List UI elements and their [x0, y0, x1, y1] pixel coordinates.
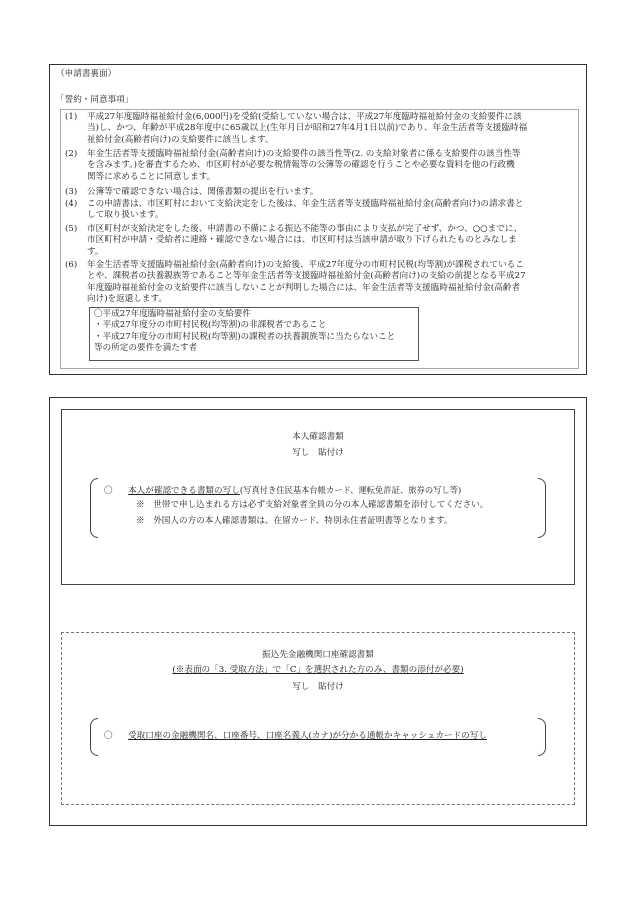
item-line: す。 [87, 246, 104, 257]
item-line: 祉給付金(高齢者向け)の支給要件に該当します。 [87, 134, 274, 145]
item-number: (6) [65, 260, 78, 270]
form-back-header: （申請書裏面） [56, 69, 117, 79]
requirement-heading: 〇平成27年度臨時福祉給付金の支給要件 [94, 309, 252, 319]
id-docs-main-line [104, 485, 461, 497]
requirement-line: ・平成27年度分の市町村民税(均等割)の課税者の扶養親族等に当たらないこと [94, 331, 396, 342]
item-line: を含みます。)を審査するため、市区町村が必要な税情報等の公簿等の確認を行うことや必要な資料を他の行政機 [87, 160, 515, 171]
item-line: して取り扱います。 [87, 210, 164, 221]
bullet: 〇 [104, 731, 113, 741]
item-number: (1) [65, 112, 78, 122]
item-number: (4) [65, 199, 78, 209]
item-line: 年金生活者等支援臨時福祉給付金(高齢者向け)の支給要件の該当性等(2. の支給対象者に係る支給要件の該当性等 [87, 149, 521, 159]
id-document-paste-area [61, 409, 575, 585]
right-bracket [538, 478, 546, 538]
right-bracket [538, 718, 546, 756]
item-line: 公簿等で確認できない場合は、関係書類の提出を行います。 [87, 187, 319, 197]
id-docs-examples: (写真付き住民基本台帳カード、運転免許証、旅券の写し等) [239, 485, 462, 495]
item-number: (3) [65, 187, 78, 197]
bullet: 〇 [104, 486, 113, 496]
item-line: 年金生活者等支援臨時福祉給付金(高齢者向け)の支給後、平成27年度分の市町村民税(均等割)が課税されているこ [87, 260, 524, 270]
bank-docs-title: 振込先金融機関口座確認書類 [262, 650, 374, 660]
id-docs-title: 本人確認書類 [292, 432, 344, 442]
requirements-box [89, 307, 419, 361]
item-line: 市区町村が支給決定をした後、申請書の不備による振込不能等の事由により支払が完了せず、かつ、○○までに、 [87, 224, 523, 234]
pledge-list [60, 109, 579, 369]
item-line: 関等に求めることに同意します。 [87, 171, 216, 182]
bank-document-paste-area [61, 632, 575, 805]
item-number: (2) [65, 149, 78, 159]
item-line: とや、課税者の扶養親族等であること等年金生活者等支援臨時福祉給付金(高齢者向け)の支給の前提となる平成27 [87, 271, 526, 282]
bank-docs-subtitle: 写し 貼付け [292, 682, 344, 692]
attachments-section [49, 397, 587, 826]
item-line: この申請書は、市区町村において支給決定をした後は、年金生活者等支援臨時福祉給付金(高齢者向け)の請求書と [87, 199, 524, 209]
bank-docs-main: 受取口座の金融機関名、口座番号、口座名義人(カナ)が分かる通帳かキャッシュカードの写し [128, 731, 487, 741]
item-line: 向け)を返還します。 [87, 294, 168, 305]
item-line: 当)し、かつ、年齢が平成28年度中に65歳以上(生年月日が昭和27年4月1日以前)であり、年金生活者等支援臨時福 [87, 123, 528, 134]
requirement-line: 等の所定の要件を満たす者 [94, 343, 198, 354]
requirement-line: ・平成27年度分の市町村民税(均等割)の非課税者であること [94, 320, 327, 331]
id-docs-note-1: ※ 世帯で申し込まれる方は必ず支給対象者全員の分の本人確認書類を添付してください。 [136, 500, 489, 510]
pledge-consent-section [49, 64, 587, 375]
item-line: 市区町村が申請・受給者に連絡・確認できない場合には、市区町村は当該申請が取り下げられたものとみなしま [87, 235, 517, 246]
left-bracket [90, 718, 98, 756]
left-bracket [90, 478, 98, 538]
bank-docs-condition: (※表面の「3. 受取方法」で「C」を選択された方のみ、書類の添付が必要) [172, 665, 464, 675]
id-docs-subtitle: 写し 貼付け [292, 448, 344, 458]
id-docs-note-2: ※ 外国人の方の本人確認書類は、在留カード、特別永住者証明書等となります。 [136, 516, 453, 526]
id-docs-main: 本人が確認できる書類の写し [128, 486, 240, 496]
bank-docs-main-line [104, 731, 487, 742]
pledge-title: 「誓約・同意事項」 [56, 95, 134, 105]
item-line: 平成27年度臨時福祉給付金(6,000円)を受給(受給していない場合は、平成27年度臨時福祉給付金の支給要件に該 [87, 112, 522, 122]
item-number: (5) [65, 224, 78, 234]
item-line: 年度臨時福祉給付金の支給要件に該当しないことが判明した場合には、年金生活者等支援臨時福祉給付金(高齢者 [87, 282, 521, 293]
